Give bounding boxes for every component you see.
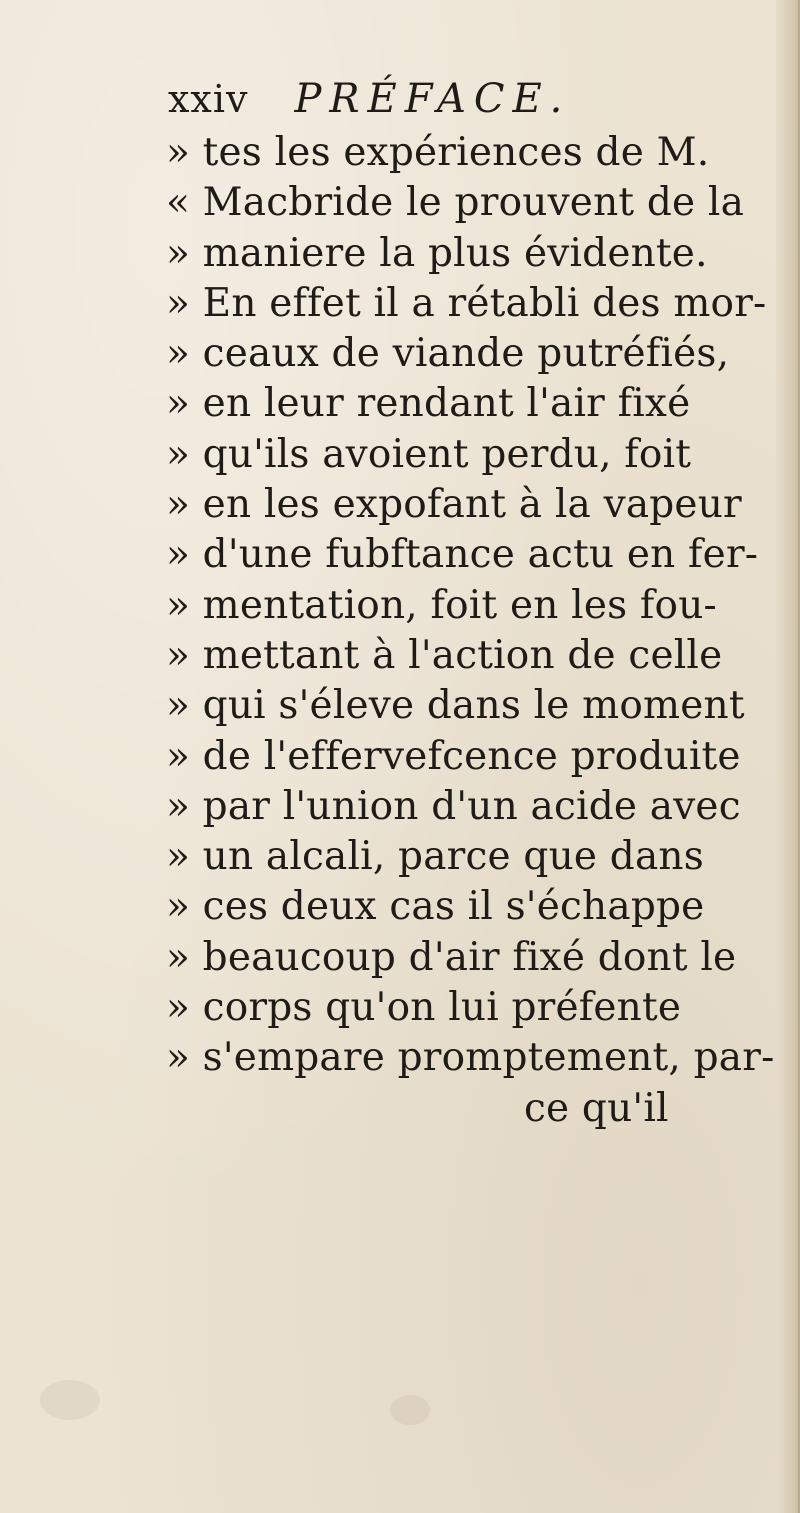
text-line: » ces deux cas il s'échappe (166, 884, 705, 930)
text-line: » ceaux de viande putréfiés, (166, 331, 730, 377)
page-header (168, 76, 570, 126)
text-line: » qu'ils avoient perdu, foit (166, 431, 692, 477)
body-text (164, 128, 794, 1134)
text-line: » corps qu'on lui préfente (166, 985, 682, 1031)
paper-stain (40, 1380, 100, 1420)
text-line: » mettant à l'action de celle (166, 632, 723, 678)
text-line: » mentation, foit en les fou- (166, 582, 717, 628)
text-line: » qui s'éleve dans le moment (166, 683, 745, 729)
text-line: » tes les expériences de M. (166, 130, 710, 175)
text-line: » un alcali, parce que dans (166, 834, 704, 880)
page-number: xxiv (168, 77, 249, 121)
text-line: » maniere la plus évidente. (166, 230, 708, 276)
text-line: » beaucoup d'air fixé dont le (166, 934, 737, 980)
text-line: » s'empare promptement, par- (166, 1035, 775, 1081)
text-line: » par l'union d'un acide avec (166, 783, 741, 829)
text-line: » d'une fubftance actu en fer- (166, 532, 759, 578)
text-line: » En effet il a rétabli des mor- (166, 280, 767, 326)
text-line: « Macbride le prouvent de la (166, 180, 745, 226)
text-line: » en les expofant à la vapeur (166, 482, 742, 528)
catchword: ce qu'il (524, 1085, 669, 1131)
text-line: » de l'effervefcence produite (166, 733, 741, 779)
text-line: » en leur rendant l'air fixé (166, 381, 691, 427)
running-title: PRÉFACE. (294, 76, 571, 122)
paper-stain (390, 1395, 430, 1425)
